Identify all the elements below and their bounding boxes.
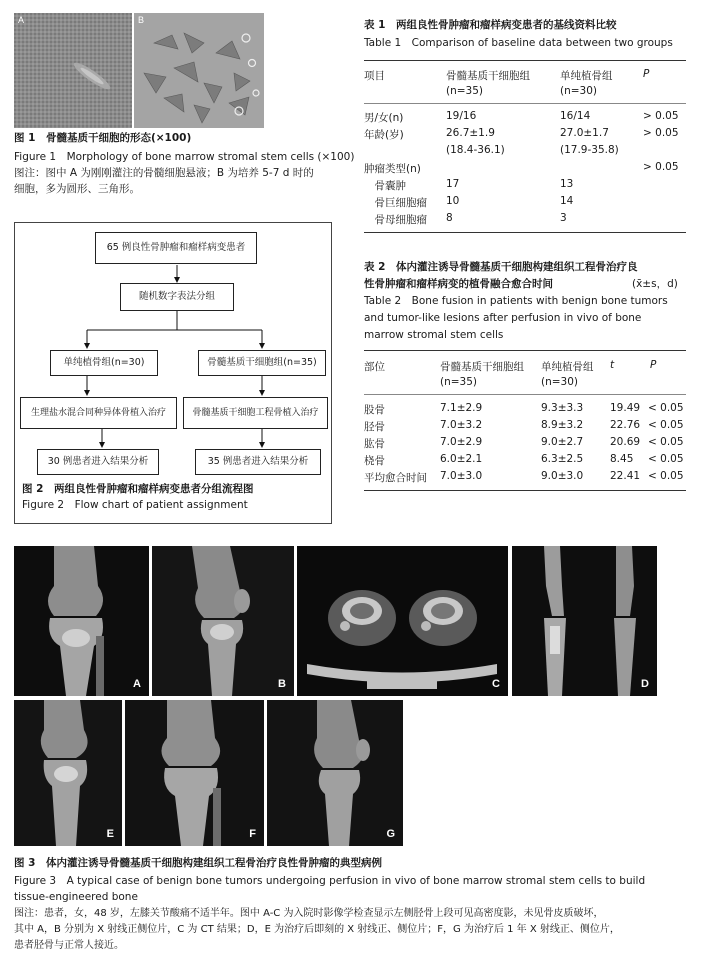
table2-cell: 桡骨 (364, 455, 385, 467)
fig3-label-c: C (492, 678, 500, 690)
table1-header-item: 项目 (364, 70, 385, 82)
table1-cell: 26.7±1.9 (446, 127, 495, 139)
flow-box-random: 随机数字表法分组 (120, 283, 234, 311)
fig3-title-cn: 图 3 体内灌注诱导骨髓基质干细胞构建组织工程骨治疗良性骨肿瘤的典型病例 (14, 857, 382, 869)
fig3-title-en-line2: tissue-engineered bone (14, 891, 138, 903)
fig3-title-en-line1: Figure 3 A typical case of benign bone tumors undergoing perfusion in vivo of bone marrow stromal stem cells to build (14, 875, 646, 887)
table1-title-en: Table 1 Comparison of baseline data between two groups (364, 37, 673, 49)
table1-cell: 16/14 (560, 110, 591, 122)
table1-cell: 骨囊肿 (364, 180, 406, 192)
table2-cell: 9.0±2.7 (541, 436, 584, 448)
table1-header-p: P (643, 68, 650, 80)
fig3-panel-b (152, 546, 294, 696)
table2-title-en-line1: Table 2 Bone fusion in patients with benign bone tumors (364, 295, 668, 307)
table2-header-p: P (650, 359, 657, 371)
table2-header-t: t (610, 359, 615, 371)
flow-box-left-result: 30 例患者进入结果分析 (37, 449, 159, 475)
table2-header-rule (364, 394, 686, 395)
table1-header-n2: (n=30) (560, 85, 598, 97)
table1-title-cn: 表 1 两组良性骨肿瘤和瘤样病变患者的基线资料比较 (364, 19, 617, 31)
fig3-note-line2: 其中 A，B 分别为 X 射线正侧位片，C 为 CT 结果；D，E 为治疗后即刻的 X 射线正、侧位片；F，G 为治疗后 1 年 X 射线正、侧位片， (14, 924, 620, 935)
flow-box-left-treat: 生理盐水混合同种异体骨植入治疗 (20, 397, 177, 429)
fig1-panel-b-image (134, 13, 264, 128)
table2-cell: 肱骨 (364, 438, 385, 450)
table2-header-group1: 骨髓基质干细胞组 (440, 361, 524, 373)
fig3-panel-a (14, 546, 149, 696)
table2-title-cn-line2: 性骨肿瘤和瘤样病变的植骨融合愈合时间 (364, 278, 553, 290)
fig1-title-en: Figure 1 Morphology of bone marrow stromal stem cells (×100) (14, 151, 355, 163)
table2-cell: 股骨 (364, 404, 385, 416)
table1-cell: (18.4-36.1) (446, 144, 505, 156)
table2-cell: 7.0±3.2 (440, 419, 483, 431)
fig1-note-line1: 图注：图中 A 为刚刚灌注的骨髓细胞悬液；B 为培养 5-7 d 时的 (14, 167, 314, 179)
fig1-panel-b-label: B (138, 15, 145, 25)
table2-cell: 8.45 (610, 453, 634, 465)
fig3-label-b: B (278, 678, 286, 690)
fig3-panel-g (267, 700, 403, 846)
fig3-label-g: G (386, 828, 395, 840)
table1-top-rule (364, 60, 686, 61)
table2-cell: < 0.05 (648, 453, 684, 465)
table2-cell: 6.0±2.1 (440, 453, 483, 465)
flow-box-left-group: 单纯植骨组(n=30) (50, 350, 158, 376)
fig3-note-line3: 患者胫骨与正常人接近。 (14, 940, 124, 951)
table1-cell: 17 (446, 178, 460, 190)
table2-bottom-rule (364, 490, 686, 491)
fig3-label-e: E (106, 828, 114, 840)
table1-cell: 8 (446, 212, 453, 224)
table2-cell: 6.3±2.5 (541, 453, 584, 465)
fig3-panel-c (297, 546, 508, 696)
table2-cell: 22.41 (610, 470, 641, 482)
fig1-panel-b (134, 13, 264, 128)
xray-a-image (14, 546, 149, 696)
flow-box-right-result: 35 例患者进入结果分析 (195, 449, 321, 475)
fig3-label-f: F (249, 828, 256, 840)
fig3-panel-f (125, 700, 264, 846)
table2-header-n1: (n=35) (440, 376, 478, 388)
table2-cell: 8.9±3.2 (541, 419, 584, 431)
fig1-panel-a-image (14, 13, 132, 128)
table1-cell: (17.9-35.8) (560, 144, 619, 156)
table2-cell: 19.49 (610, 402, 641, 414)
fig1-title-cn: 图 1 骨髓基质干细胞的形态(×100) (14, 132, 192, 144)
table2-cell: 9.3±3.3 (541, 402, 584, 414)
table1-cell: > 0.05 (643, 127, 679, 139)
fig3-label-a: A (133, 678, 141, 690)
table2-cell: < 0.05 (648, 419, 684, 431)
table2-header-n2: (n=30) (541, 376, 579, 388)
fig1-note-line2: 细胞，多为圆形、三角形。 (14, 183, 140, 195)
flow-box-right-treat: 骨髓基质干细胞工程骨植入治疗 (183, 397, 328, 429)
table1-cell: > 0.05 (643, 161, 679, 173)
table1-cell: 骨巨细胞瘤 (364, 197, 427, 209)
table2-cell: < 0.05 (648, 402, 684, 414)
table1-cell: 3 (560, 212, 567, 224)
table1-header-n1: (n=35) (446, 85, 484, 97)
table2-cell: 20.69 (610, 436, 641, 448)
table2-cell: 平均愈合时间 (364, 472, 427, 484)
table1-cell: 14 (560, 195, 574, 207)
table2-title-en-line3: marrow stromal stem cells (364, 329, 504, 341)
fig2-title-cn: 图 2 两组良性骨肿瘤和瘤样病变患者分组流程图 (22, 483, 254, 495)
table1-cell: > 0.05 (643, 110, 679, 122)
flow-box-right-group: 骨髓基质干细胞组(n=35) (198, 350, 326, 376)
table1-cell: 10 (446, 195, 460, 207)
xray-f-image (125, 700, 264, 846)
table2-title-cn-line1: 表 2 体内灌注诱导骨髓基质干细胞构建组织工程骨治疗良 (364, 261, 638, 273)
table2-cell: < 0.05 (648, 436, 684, 448)
table2-title-en-line2: and tumor-like lesions after perfusion in vivo of bone (364, 312, 642, 324)
table2-header-site: 部位 (364, 361, 385, 373)
fig1-panel-a-label: A (18, 15, 25, 25)
table2-cell: 7.0±3.0 (440, 470, 483, 482)
table1-cell: 骨母细胞瘤 (364, 214, 427, 226)
fig1-panel-a (14, 13, 132, 128)
table1-cell: 19/16 (446, 110, 477, 122)
table2-cell: 22.76 (610, 419, 641, 431)
table1-cell: 27.0±1.7 (560, 127, 609, 139)
fig3-label-d: D (641, 678, 649, 690)
table2-cell: 7.1±2.9 (440, 402, 483, 414)
table2-header-group2: 单纯植骨组 (541, 361, 594, 373)
table2-cell: 胫骨 (364, 421, 385, 433)
table1-cell: 男/女(n) (364, 112, 404, 124)
fig3-note-line1: 图注：患者，女，48 岁，左膝关节酸痛不适半年。图中 A-C 为入院时影像学检查显示左侧胫骨上段可见高密度影，未见骨皮质破坏， (14, 908, 604, 919)
table1-header-rule (364, 103, 686, 104)
flow-box-patients: 65 例良性骨肿瘤和瘤样病变患者 (95, 232, 257, 264)
fig3-panel-e (14, 700, 122, 846)
table2-cell: 9.0±3.0 (541, 470, 584, 482)
table1-header-group2: 单纯植骨组 (560, 70, 613, 82)
table1-cell: 13 (560, 178, 574, 190)
table1-cell: 肿瘤类型(n) (364, 163, 421, 175)
table1-header-group1: 骨髓基质干细胞组 (446, 70, 530, 82)
table1-bottom-rule (364, 232, 686, 233)
table2-cell: 7.0±2.9 (440, 436, 483, 448)
table2-cell: < 0.05 (648, 470, 684, 482)
table2-title-unit: (x̄±s，d) (632, 278, 678, 290)
table2-top-rule (364, 350, 686, 351)
ct-c-image (297, 546, 508, 696)
xray-b-image (152, 546, 294, 696)
xray-g-image (267, 700, 403, 846)
fig2-title-en: Figure 2 Flow chart of patient assignment (22, 499, 248, 511)
xray-d-image (512, 546, 657, 696)
xray-e-image (14, 700, 122, 846)
fig3-panel-d (512, 546, 657, 696)
table1-cell: 年龄(岁) (364, 129, 404, 141)
